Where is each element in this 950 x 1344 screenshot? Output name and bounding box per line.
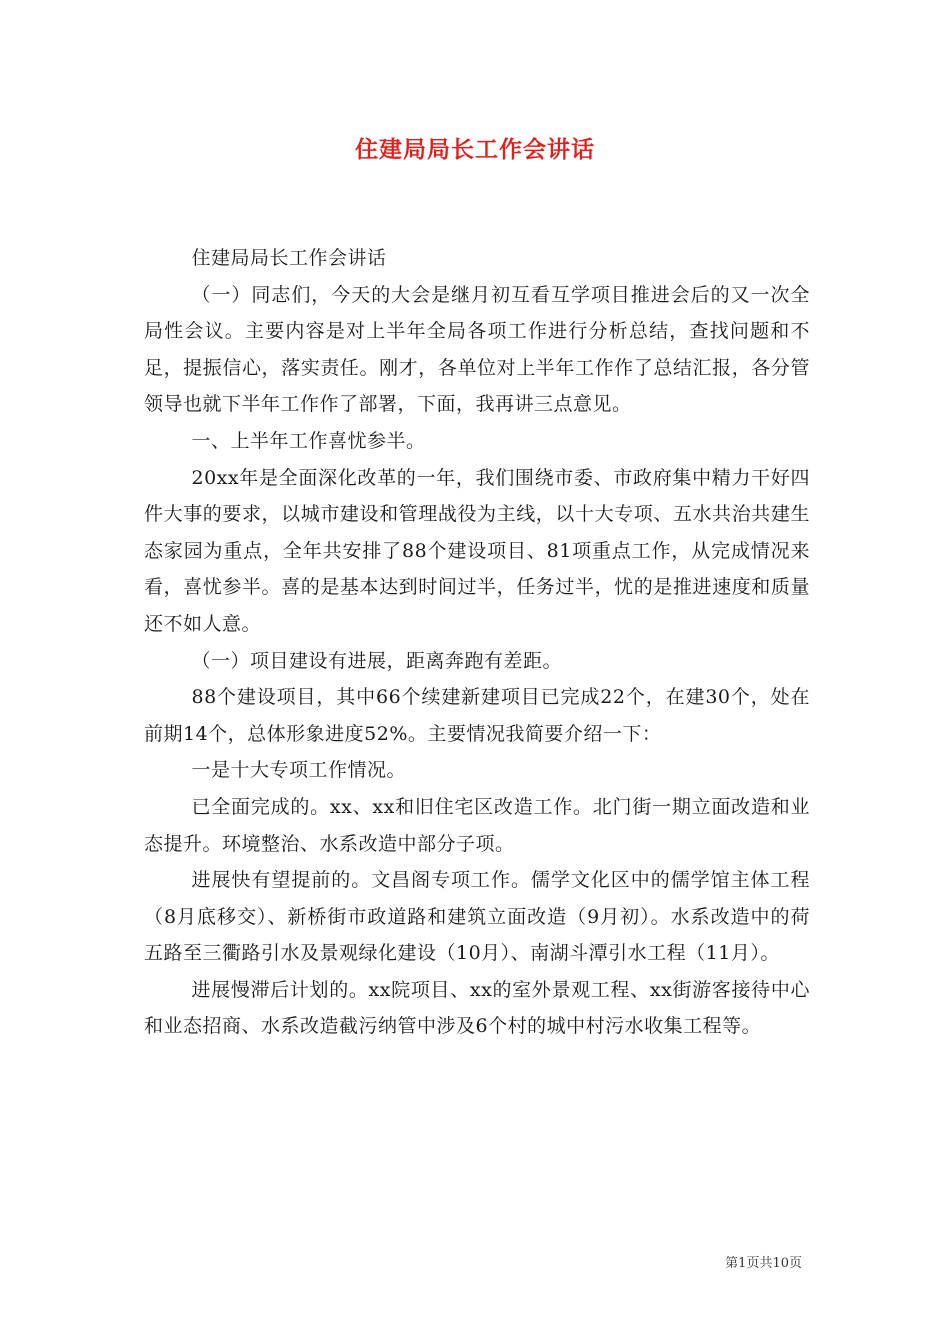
section-heading: 一、上半年工作喜忧参半。 <box>191 429 426 452</box>
paragraph: 已全面完成的。xx、xx和旧住宅区改造工作。北门街一期立面改造和业态提升。环境整治、水系改造中部分子项。 <box>144 795 810 855</box>
document-title: 住建局局长工作会讲话 <box>355 136 595 163</box>
subsection-heading: 一是十大专项工作情况。 <box>191 759 407 782</box>
document-body <box>144 240 810 1045</box>
paragraph: 88个建设项目，其中66个续建新建项目已完成22个，在建30个，处在前期14个，总体形象进度52%。主要情况我简要介绍一下： <box>144 686 810 745</box>
paragraph-subtitle: 住建局局长工作会讲话 <box>191 247 387 269</box>
paragraph: 20xx年是全面深化改革的一年，我们围绕市委、市政府集中精力干好四件大事的要求，以城市建设和管理战役为主线，以十大专项、五水共治共建生态家园为重点，全年共安排了88个建设项目、81项重点工作，从完成情况来看，喜忧参半。喜的是基本达到时间过半，任务过半，忧的是推进速度和质量还不如人意。 <box>144 466 810 635</box>
subsection-heading: （一）项目建设有进展，距离奔跑有差距。 <box>191 649 563 672</box>
paragraph: 进展慢滞后计划的。xx院项目、xx的室外景观工程、xx街游客接待中心和业态招商、水系改造截污纳管中涉及6个村的城中村污水收集工程等。 <box>144 978 810 1038</box>
page-number: 第1页共10页 <box>725 1256 802 1271</box>
paragraph: 进展快有望提前的。文昌阁专项工作。儒学文化区中的儒学馆主体工程（8月底移交）、新桥街市政道路和建筑立面改造（9月初）。水系改造中的荷五路至三衢路引水及景观绿化建设（10月）、南湖斗潭引水工程（11月）。 <box>144 869 810 965</box>
paragraph: （一）同志们，今天的大会是继月初互看互学项目推进会后的又一次全局性会议。主要内容是对上半年全局各项工作进行分析总结，查找问题和不足，提振信心，落实责任。刚才，各单位对上半年工作作了总结汇报，各分管领导也就下半年工作作了部署，下面，我再讲三点意见。 <box>144 283 810 416</box>
